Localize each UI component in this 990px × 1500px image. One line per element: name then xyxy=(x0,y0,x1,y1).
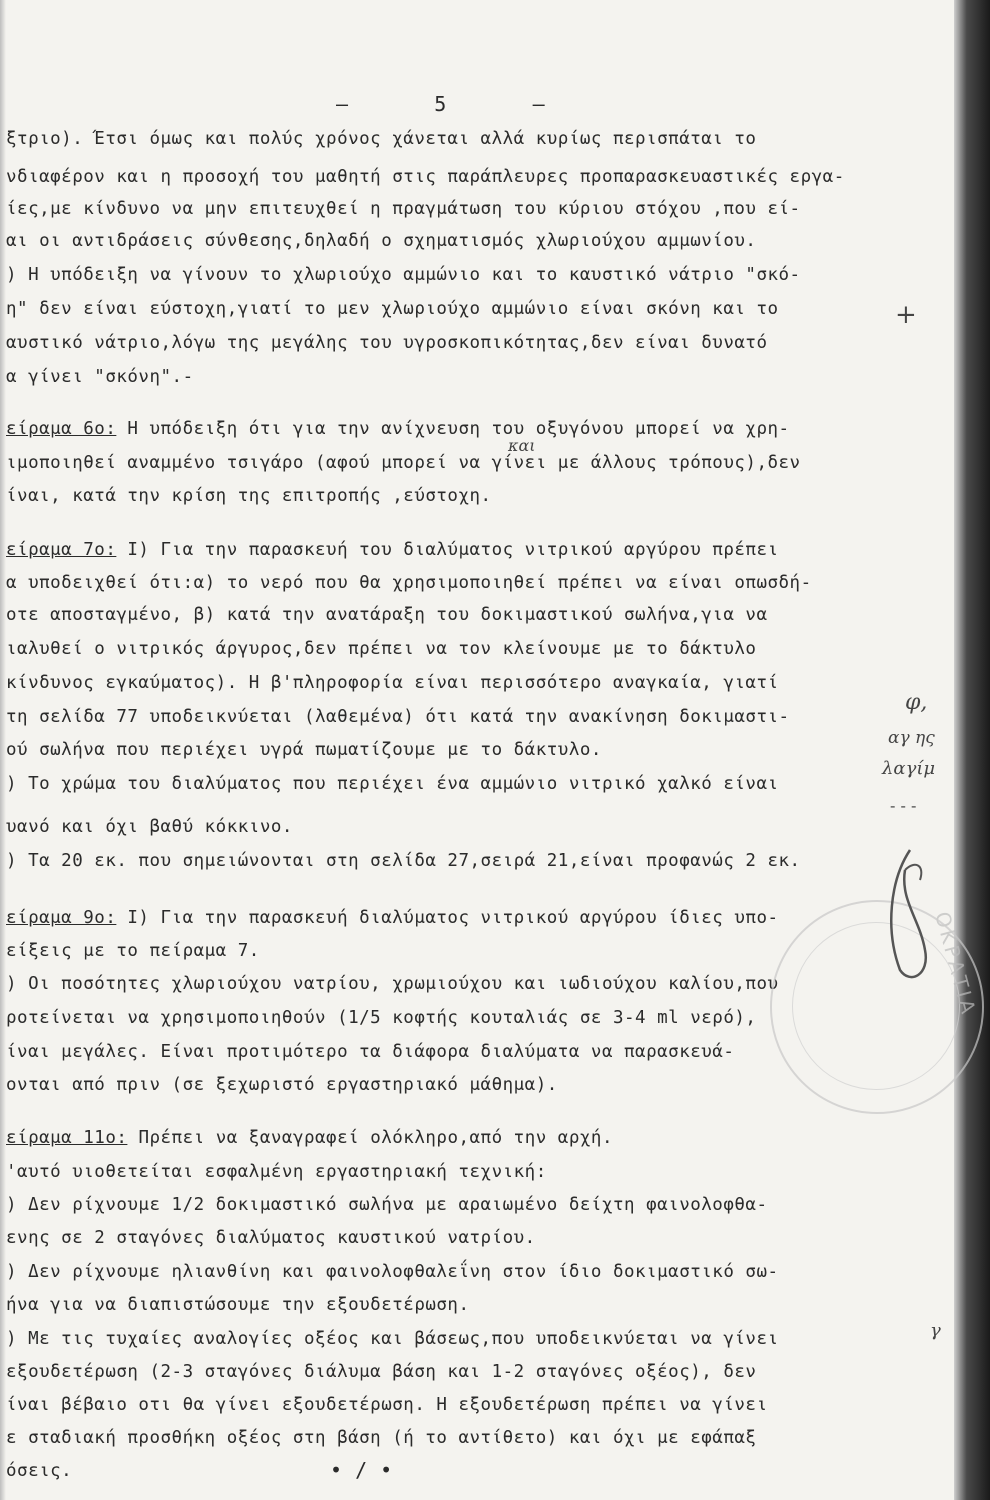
line-text: ονται από πριν (σε ξεχωριστό εργαστηριακό μάθημα). xyxy=(6,1075,558,1095)
text-line xyxy=(6,1459,72,1483)
line-text: ίναι, κατά την κρίση της επιτροπής ,εύστοχη. xyxy=(6,486,492,506)
line-text: κίνδυνος εγκαύματος). Η β'πληροφορία είναι περισσότερο αναγκαία, γιατί xyxy=(6,673,779,693)
line-text: ίναι μεγάλες. Είναι προτιμότερο τα διάφορα διαλύματα να παρασκευά- xyxy=(6,1042,735,1062)
text-line xyxy=(6,1160,547,1184)
line-text: αι οι αντιδράσεις σύνθεσης,δηλαδή ο σχηματισμός χλωριούχου αμμωνίου. xyxy=(6,231,757,251)
text-line xyxy=(6,1040,734,1064)
text-line xyxy=(6,331,767,355)
text-line xyxy=(6,906,779,930)
text-line xyxy=(6,451,801,475)
text-line xyxy=(6,738,602,762)
text-line xyxy=(6,1426,756,1450)
margin-note-2: φ, xyxy=(905,690,928,715)
text-line xyxy=(6,637,756,661)
line-text: η" δεν είναι εύστοχη,γιατί το μεν χλωριούχο αμμώνιο είναι σκόνη και το xyxy=(6,299,779,319)
line-text: α υποδειχθεί ότι:α) το νερό που θα χρησιμοποιηθεί πρέπει να είναι οπωσδή- xyxy=(6,573,812,593)
line-text: ήνα για να διαπιστώσουμε την εξουδετέρωση. xyxy=(6,1295,470,1315)
line-text: όσεις. xyxy=(6,1461,73,1481)
text-line xyxy=(6,365,194,389)
line-text: νδιαφέρον και η προσοχή του μαθητή στις παράπλευρες προπαρασκευαστικές εργα- xyxy=(6,167,845,187)
text-line xyxy=(6,849,801,873)
interlinear-kai: και xyxy=(508,436,536,455)
text-line xyxy=(6,1360,756,1384)
text-line xyxy=(6,1226,536,1250)
text-line xyxy=(6,772,779,796)
text-line xyxy=(6,297,779,321)
stamp xyxy=(770,900,984,1114)
text-line xyxy=(6,165,845,189)
text-line xyxy=(6,229,756,253)
text-line xyxy=(6,417,790,441)
margin-note-3: αγ ης xyxy=(888,728,935,748)
line-text: ) Δεν ρίχνουμε ηλιανθίνη και φαινολοφθαλεΐνη στον ίδιο δοκιμαστικό σω- xyxy=(6,1262,779,1282)
text-line xyxy=(6,603,767,627)
text-line xyxy=(6,1393,767,1417)
footer-marks: • / • xyxy=(330,1458,393,1482)
line-text: ίες,με κίνδυνο να μην επιτευχθεί η πραγμάτωση του κύριου στόχου ,που εί- xyxy=(6,199,801,219)
page-number: – 5 – xyxy=(336,92,547,116)
line-text: ) Η υπόδειξη να γίνουν το χλωριούχο αμμώνιο και το καυστικό νάτριο "σκό- xyxy=(6,265,801,285)
line-text: εξουδετέρωση (2-3 σταγόνες διάλυμα βάση και 1-2 σταγόνες οξέος), δεν xyxy=(6,1362,757,1382)
line-text: ) Δεν ρίχνουμε 1/2 δοκιμαστικό σωλήνα με αραιωμένο δείχτη φαινολοφθα- xyxy=(6,1195,768,1215)
text-line xyxy=(6,1293,470,1317)
line-text: ίναι βέβαιο οτι θα γίνει εξουδετέρωση. Η εξουδετέρωση πρέπει να γίνει xyxy=(6,1395,768,1415)
text-line xyxy=(6,1260,779,1284)
text-line xyxy=(6,538,779,562)
handwritten-signature-icon xyxy=(880,840,950,990)
text-line xyxy=(6,1126,613,1150)
text-line xyxy=(6,1006,756,1030)
text-line xyxy=(6,263,801,287)
line-text: ιαλυθεί ο νιτρικός άργυρος,δεν πρέπει να τον κλείνουμε με το δάκτυλο xyxy=(6,639,757,659)
line-text: ) Τα 20 εκ. που σημειώνονται στη σελίδα 27,σειρά 21,είναι προφανώς 2 εκ. xyxy=(6,851,801,871)
line-text: I) Για την παρασκευή διαλύματος νιτρικού αργύρου ίδιες υπο- xyxy=(116,908,779,928)
line-text: Πρέπει να ξαναγραφεί ολόκληρο,από την αρχή. xyxy=(127,1128,613,1148)
text-line xyxy=(6,571,812,595)
experiment-label: είραμα 6ο: xyxy=(6,419,117,439)
text-line xyxy=(6,939,260,963)
experiment-label: είραμα 11ο: xyxy=(6,1128,128,1148)
stamp-text: ΟΚΡΑΤΙΑ xyxy=(930,909,982,1019)
margin-note-4: λαγίμ xyxy=(882,758,936,779)
experiment-label: είραμα 7ο: xyxy=(6,540,117,560)
experiment-label: είραμα 9ο: xyxy=(6,908,117,928)
text-line xyxy=(6,815,293,839)
line-text: ιμοποιηθεί αναμμένο τσιγάρο (αφού μπορεί να γίνει με άλλους τρόπους),δεν xyxy=(6,453,801,473)
margin-note-6: γ xyxy=(930,1320,941,1341)
line-text: ) Οι ποσότητες χλωριούχου νατρίου, χρωμιούχου και ιωδιούχου καλίου,που xyxy=(6,974,779,994)
text-line xyxy=(6,197,801,221)
line-text: τη σελίδα 77 υποδεικνύεται (λαθεμένα) ότι κατά την ανακίνηση δοκιμαστι- xyxy=(6,707,790,727)
line-text: ροτείνεται να χρησιμοποιηθούν (1/5 κοφτής κουταλιάς σε 3-4 ml νερό), xyxy=(6,1008,757,1028)
line-text: αυστικό νάτριο,λόγω της μεγάλης του υγροσκοπικότητας,δεν είναι δυνατό xyxy=(6,333,768,353)
text-line xyxy=(6,1073,558,1097)
line-text: ) Με τις τυχαίες αναλογίες οξέος και βάσεως,που υποδεικνύεται να γίνει xyxy=(6,1329,779,1349)
margin-note-plus: + xyxy=(895,300,917,330)
line-text: α γίνει "σκόνη".- xyxy=(6,367,194,387)
line-text: ού σωλήνα που περιέχει υγρά πωματίζουμε με το δάκτυλο. xyxy=(6,740,602,760)
line-text: ε σταδιακή προσθήκη οξέος στη βάση (ή το αντίθετο) και όχι με εφάπαξ xyxy=(6,1428,757,1448)
text-line xyxy=(6,972,779,996)
line-text: οτε αποσταγμένο, β) κατά την ανατάραξη του δοκιμαστικού σωλήνα,για να xyxy=(6,605,768,625)
line-text: 'αυτό υιοθετείται εσφαλμένη εργαστηριακή τεχνική: xyxy=(6,1162,547,1182)
margin-note-5: - - - xyxy=(890,796,917,815)
line-text: υανό και όχι βαθύ κόκκινο. xyxy=(6,817,293,837)
text-line xyxy=(6,705,790,729)
text-line xyxy=(6,127,756,151)
line-text: ενης σε 2 σταγόνες διαλύματος καυστικού νατρίου. xyxy=(6,1228,536,1248)
text-line xyxy=(6,1193,767,1217)
line-text: Η υπόδειξη ότι για την ανίχνευση του οξυγόνου μπορεί να χρη- xyxy=(116,419,790,439)
line-text: ξτριο). Έτσι όμως και πολύς χρόνος χάνεται αλλά κυρίως περισπάται το xyxy=(6,129,757,149)
text-line xyxy=(6,484,492,508)
scan-right-edge xyxy=(954,0,990,1500)
line-text: είξεις με το πείραμα 7. xyxy=(6,941,260,961)
text-line xyxy=(6,671,779,695)
line-text: I) Για την παρασκευή του διαλύματος νιτρικού αργύρου πρέπει xyxy=(116,540,779,560)
line-text: ) Το χρώμα του διαλύματος που περιέχει ένα αμμώνιο νιτρικό χαλκό είναι xyxy=(6,774,779,794)
text-line xyxy=(6,1327,779,1351)
